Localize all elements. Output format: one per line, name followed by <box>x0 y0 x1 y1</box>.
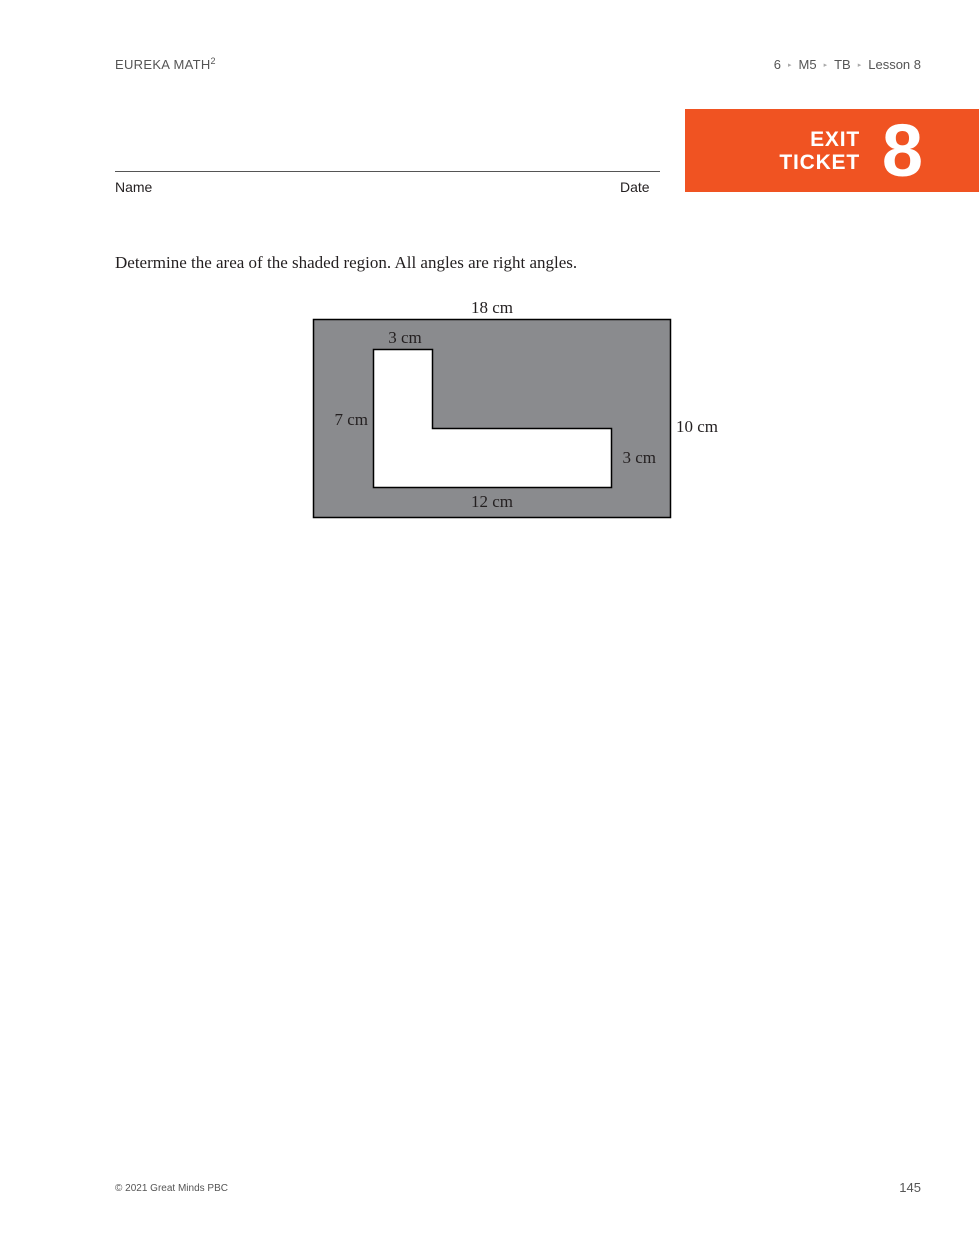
breadcrumb-module: M5 <box>798 57 817 72</box>
exit-ticket-line-2: TICKET <box>779 151 860 174</box>
inner-bottom-width-label: 12 cm <box>470 492 514 511</box>
outer-width-label: 18 cm <box>470 298 514 317</box>
breadcrumb-book: TB <box>834 57 851 72</box>
exit-ticket-title <box>779 128 860 174</box>
inner-right-height-label: 3 cm <box>622 448 656 467</box>
date-label: Date <box>620 179 650 195</box>
shaded-region-figure <box>290 290 750 530</box>
name-date-line[interactable] <box>115 171 660 172</box>
brand-name: EUREKA MATH <box>115 57 211 72</box>
brand-header <box>115 56 216 72</box>
exit-ticket-line-1: EXIT <box>810 128 860 151</box>
breadcrumb-arrow-icon: ▸ <box>788 61 792 69</box>
copyright: © 2021 Great Minds PBC <box>115 1183 228 1194</box>
breadcrumb-grade: 6 <box>773 57 781 72</box>
exit-ticket-number: 8 <box>881 109 923 192</box>
inner-left-height-label: 7 cm <box>334 410 368 429</box>
inner-top-width-label: 3 cm <box>388 328 422 347</box>
breadcrumb-lesson: Lesson 8 <box>868 57 921 72</box>
breadcrumb-arrow-icon: ▸ <box>857 61 862 69</box>
name-label: Name <box>115 179 153 195</box>
breadcrumb-arrow-icon: ▸ <box>823 61 828 69</box>
exit-ticket-banner <box>685 109 979 192</box>
page-number: 145 <box>899 1180 921 1195</box>
brand-superscript: 2 <box>210 56 216 66</box>
problem-prompt: Determine the area of the shaded region. All angles are right angles. <box>115 253 578 272</box>
outer-height-label: 10 cm <box>676 417 719 436</box>
breadcrumb <box>774 57 921 72</box>
